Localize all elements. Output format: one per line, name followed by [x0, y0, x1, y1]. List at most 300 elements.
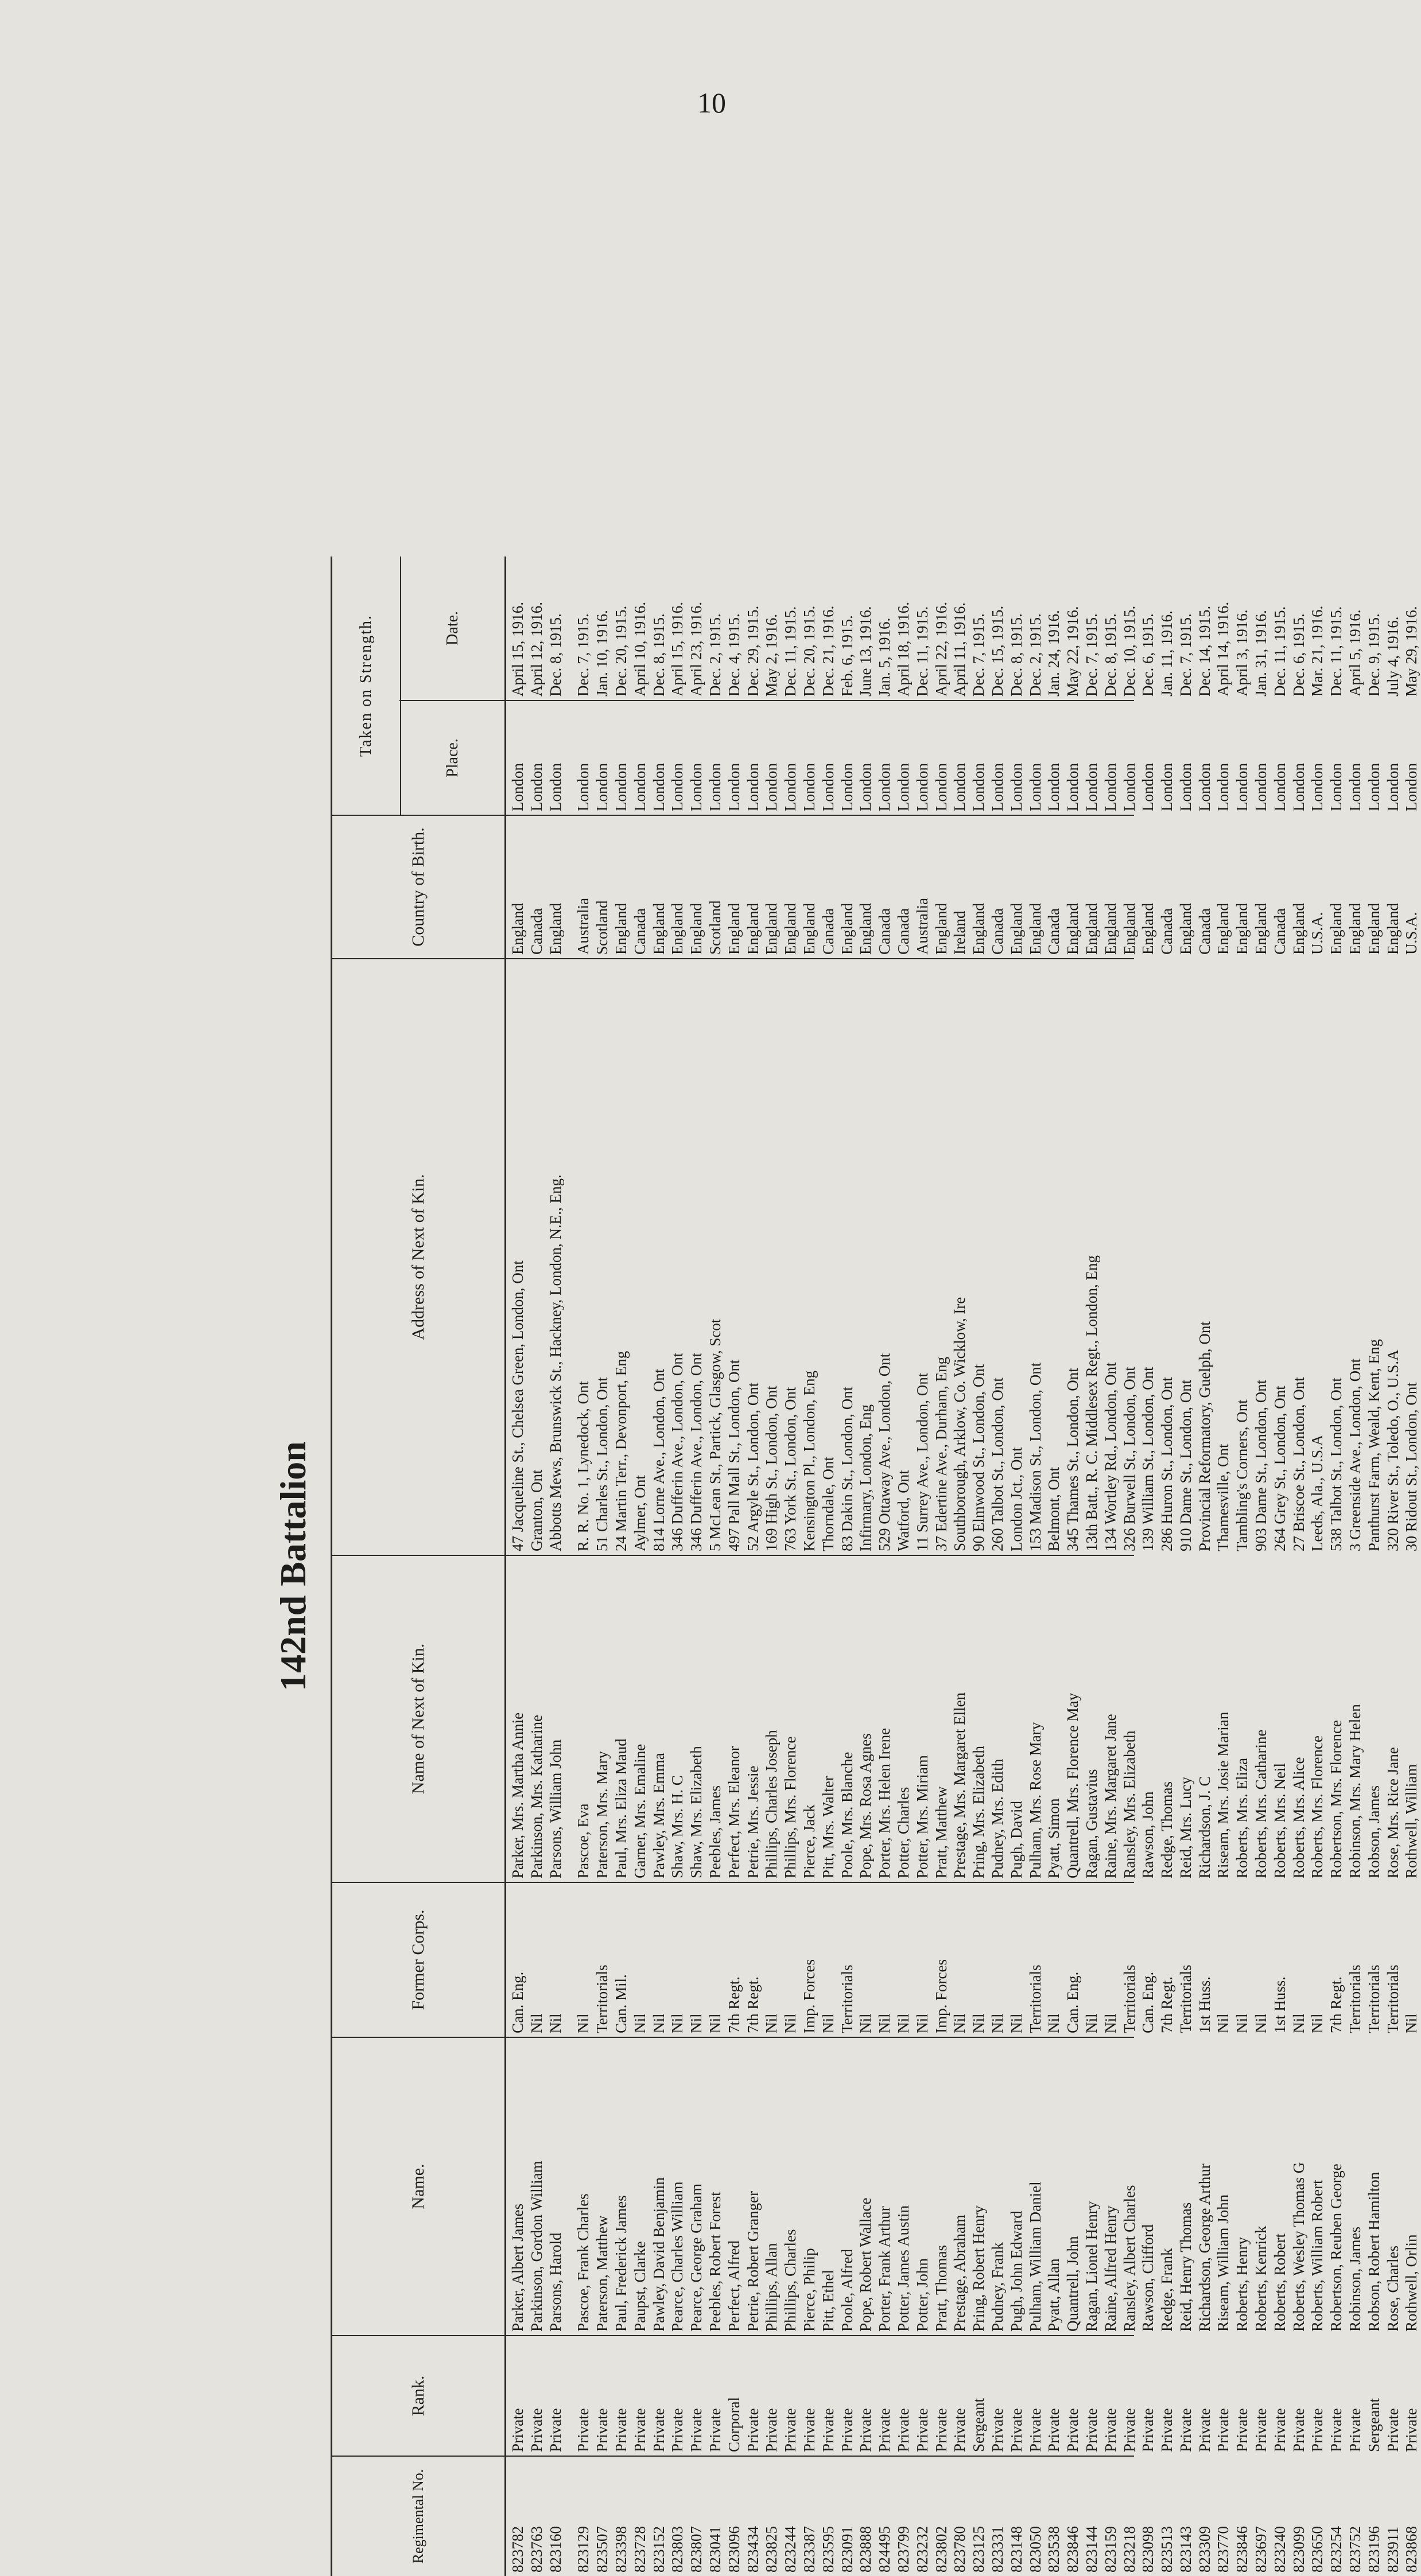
cell-regimental-no: 823752 — [1346, 2526, 1364, 2573]
cell-rank: Private — [1384, 2408, 1401, 2452]
cell-regimental-no: 823196 — [1365, 2526, 1383, 2573]
table-row — [1063, 557, 1082, 2576]
cell-address: 134 Wortley Rd., London, Ont — [1101, 1362, 1119, 1551]
cell-former-corps: Territorials — [1365, 1964, 1383, 2033]
cell-date: Dec. 7, 1915. — [1177, 613, 1194, 696]
cell-place: London — [763, 763, 781, 811]
cell-address: 27 Briscoe St., London, Ont — [1290, 1377, 1307, 1551]
cell-place: London — [838, 763, 856, 811]
cell-next-of-kin: Roberts, Mrs. Catharine — [1252, 1729, 1270, 1878]
cell-next-of-kin: Garner, Mrs. Emaline — [631, 1744, 649, 1878]
cell-name: Roberts, Robert — [1271, 2233, 1288, 2332]
cell-regimental-no: 823803 — [669, 2526, 686, 2573]
cell-regimental-no: 823763 — [527, 2526, 545, 2573]
cell-date: Dec. 20, 1915. — [800, 605, 818, 696]
cell-former-corps: Nil — [527, 2013, 545, 2033]
cell-country: England — [1365, 903, 1383, 955]
cell-rank: Private — [763, 2408, 781, 2452]
cell-address: 529 Ottaway Ave., London, Ont — [876, 1353, 894, 1551]
cell-country: England — [932, 903, 950, 955]
cell-country: England — [1233, 903, 1251, 955]
table-header — [331, 557, 506, 2576]
cell-place: London — [1346, 763, 1364, 811]
table-body — [508, 557, 1421, 2576]
cell-name: Pope, Robert Wallace — [857, 2197, 875, 2332]
cell-former-corps: Territorials — [1026, 1964, 1044, 2033]
cell-address: Granton, Ont — [527, 1469, 545, 1551]
cell-next-of-kin: Rawson, John — [1139, 1791, 1157, 1878]
table-row — [1045, 557, 1063, 2576]
table-row — [1214, 557, 1233, 2576]
cell-address: 763 York St., London, Ont — [782, 1387, 799, 1551]
rotated-register-sheet — [262, 557, 1420, 2576]
cell-address: 264 Grey St., London, Ont — [1271, 1386, 1288, 1551]
cell-country: England — [1346, 903, 1364, 955]
cell-name: Rothwell, Orlin — [1403, 2234, 1420, 2332]
cell-date: Dec. 9, 1915. — [1365, 613, 1383, 696]
cell-next-of-kin: Parker, Mrs. Martha Annie — [509, 1712, 526, 1878]
cell-rank: Private — [669, 2408, 686, 2452]
table-row — [1139, 557, 1158, 2576]
cell-next-of-kin: Rose, Mrs. Rice Jane — [1384, 1747, 1401, 1878]
table-row — [1158, 557, 1177, 2576]
cell-address: Aylmer, Ont — [631, 1475, 649, 1551]
cell-name: Pascoe, Frank Charles — [574, 2193, 592, 2332]
cell-address: 260 Talbot St., London, Ont — [988, 1378, 1006, 1551]
cell-former-corps: Nil — [913, 2013, 931, 2033]
cell-place: London — [1384, 763, 1401, 811]
cell-country: Canada — [1271, 908, 1288, 955]
cell-address: 286 Huron St., London, Ont — [1158, 1377, 1176, 1551]
cell-address: London Jct., Ont — [1007, 1447, 1025, 1551]
cell-next-of-kin: Prestage, Mrs. Margaret Ellen — [951, 1692, 969, 1878]
cell-name: Reid, Henry Thomas — [1177, 2202, 1194, 2332]
cell-regimental-no: 823152 — [650, 2526, 667, 2573]
cell-date: Dec. 6, 1915. — [1290, 613, 1307, 696]
cell-place: London — [970, 763, 988, 811]
cell-place: London — [876, 763, 894, 811]
table-row — [687, 557, 706, 2576]
cell-name: Porter, Frank Arthur — [876, 2206, 894, 2332]
cell-name: Pratt, Thomas — [932, 2245, 950, 2332]
cell-date: Mar. 21, 1916. — [1309, 605, 1326, 696]
cell-country: Australia — [574, 898, 592, 955]
cell-place: London — [1007, 763, 1025, 811]
cell-regimental-no: 823159 — [1101, 2526, 1119, 2573]
cell-address: Thamesville, Ont — [1214, 1443, 1232, 1551]
table-row — [508, 557, 527, 2576]
cell-rank: Private — [1346, 2408, 1364, 2452]
cell-date: April 18, 1916. — [894, 602, 912, 696]
cell-former-corps: Can. Eng. — [509, 1971, 526, 2033]
cell-former-corps: Nil — [1252, 2013, 1270, 2033]
cell-former-corps: 7th Regt. — [725, 1976, 743, 2033]
cell-place: London — [1214, 763, 1232, 811]
table-row — [1120, 557, 1139, 2576]
cell-place: London — [1064, 763, 1082, 811]
cell-country: U.S.A. — [1309, 912, 1326, 955]
cell-rank: Private — [800, 2408, 818, 2452]
cell-regimental-no: 823770 — [1214, 2526, 1232, 2573]
cell-regimental-no: 823143 — [1177, 2526, 1194, 2573]
cell-rank: Private — [1403, 2408, 1420, 2452]
cell-name: Potter, John — [913, 2258, 931, 2332]
cell-date: April 11, 1916. — [951, 602, 969, 696]
cell-regimental-no: 823911 — [1384, 2527, 1401, 2573]
cell-next-of-kin: Pawley, Mrs. Emma — [650, 1753, 667, 1878]
cell-address: Leeds, Ala., U.S.A — [1309, 1434, 1326, 1551]
cell-place: London — [1365, 763, 1383, 811]
cell-next-of-kin: Porter, Mrs. Helen Irene — [876, 1727, 894, 1878]
cell-former-corps: Nil — [819, 2013, 837, 2033]
cell-name: Perfect, Alfred — [725, 2240, 743, 2332]
cell-next-of-kin: Robinson, Mrs. Mary Helen — [1346, 1704, 1364, 1878]
cell-name: Pearce, George Graham — [688, 2183, 705, 2332]
cell-name: Potter, James Austin — [894, 2205, 912, 2332]
cell-former-corps: Nil — [669, 2013, 686, 2033]
cell-former-corps: Nil — [1403, 2013, 1420, 2033]
cell-date: Dec. 15, 1915. — [988, 605, 1006, 696]
cell-next-of-kin: Robson, James — [1365, 1785, 1383, 1878]
cell-next-of-kin: Potter, Mrs. Miriam — [913, 1755, 931, 1878]
cell-next-of-kin: Richardson, J. C — [1195, 1776, 1213, 1878]
cell-rank: Private — [688, 2408, 705, 2452]
header-place: Place. — [401, 700, 504, 815]
table-row — [650, 557, 669, 2576]
cell-next-of-kin: Shaw, Mrs. H. C — [669, 1775, 686, 1878]
header-country-of-birth: Country of Birth. — [332, 815, 504, 958]
cell-date: April 15, 1916. — [509, 602, 526, 696]
cell-regimental-no: 823807 — [688, 2526, 705, 2573]
cell-place: London — [819, 763, 837, 811]
cell-regimental-no: 823240 — [1271, 2526, 1288, 2573]
cell-address: 37 Edertine Ave., Durham, Eng — [932, 1356, 950, 1551]
cell-former-corps: Nil — [1007, 2013, 1025, 2033]
cell-name: Redge, Frank — [1158, 2248, 1176, 2332]
cell-rank: Private — [1139, 2408, 1157, 2452]
cell-former-corps: Nil — [1101, 2013, 1119, 2033]
cell-next-of-kin: Paul, Mrs. Eliza Maud — [612, 1738, 630, 1878]
table-row — [744, 557, 763, 2576]
cell-date: Dec. 2, 1915. — [706, 613, 724, 696]
cell-rank: Private — [1290, 2408, 1307, 2452]
table-row — [932, 557, 951, 2576]
table-row — [1195, 557, 1214, 2576]
cell-former-corps: Can. Eng. — [1064, 1971, 1082, 2033]
cell-place: London — [1139, 763, 1157, 811]
cell-country: Canada — [527, 908, 545, 955]
cell-rank: Private — [574, 2408, 592, 2452]
cell-next-of-kin: Petrie, Mrs. Jessie — [744, 1765, 762, 1878]
table-row — [856, 557, 875, 2576]
cell-name: Paupst, Clarke — [631, 2241, 649, 2332]
cell-rank: Private — [988, 2408, 1006, 2452]
table-row — [706, 557, 725, 2576]
cell-next-of-kin: Riseam, Mrs. Josie Marian — [1214, 1711, 1232, 1878]
cell-address: Southborough, Arklow, Co. Wicklow, Ire — [951, 1297, 969, 1551]
cell-next-of-kin: Paterson, Mrs. Mary — [593, 1751, 611, 1878]
cell-address: 30 Ridout St., London, Ont — [1403, 1382, 1420, 1551]
cell-rank: Private — [546, 2408, 564, 2452]
cell-country: England — [669, 903, 686, 955]
cell-next-of-kin: Robertson, Mrs. Florence — [1327, 1720, 1345, 1878]
cell-address: R. R. No. 1, Lynedock, Ont — [574, 1381, 592, 1551]
cell-name: Pawley, David Benjamin — [650, 2177, 667, 2332]
cell-regimental-no: 823254 — [1327, 2526, 1345, 2573]
cell-country: England — [800, 903, 818, 955]
cell-country: England — [725, 903, 743, 955]
cell-name: Pudney, Frank — [988, 2242, 1006, 2332]
table-row — [631, 557, 650, 2576]
cell-regimental-no: 823846 — [1233, 2526, 1251, 2573]
cell-next-of-kin: Poole, Mrs. Blanche — [838, 1752, 856, 1878]
table-row — [894, 557, 913, 2576]
cell-next-of-kin: Pugh, David — [1007, 1801, 1025, 1878]
cell-date: Dec. 8, 1915. — [1007, 613, 1025, 696]
cell-country: England — [1252, 903, 1270, 955]
cell-next-of-kin: Roberts, Mrs. Alice — [1290, 1757, 1307, 1878]
table-row — [1402, 557, 1421, 2576]
cell-country: England — [970, 903, 988, 955]
cell-regimental-no: 823868 — [1403, 2526, 1420, 2573]
cell-place: London — [1120, 763, 1138, 811]
cell-date: April 23, 1916. — [688, 602, 705, 696]
cell-next-of-kin: Perfect, Mrs. Eleanor — [725, 1746, 743, 1878]
cell-country: Canada — [988, 908, 1006, 955]
cell-name: Parker, Albert James — [509, 2203, 526, 2332]
header-name-next-of-kin: Name of Next of Kin. — [332, 1555, 504, 1882]
cell-date: Dec. 6, 1915. — [1139, 613, 1157, 696]
header-address-next-of-kin: Address of Next of Kin. — [332, 958, 504, 1555]
table-row — [762, 557, 781, 2576]
cell-name: Pugh, John Edward — [1007, 2211, 1025, 2332]
cell-rank: Private — [527, 2408, 545, 2452]
cell-former-corps: Nil — [1082, 2013, 1100, 2033]
cell-next-of-kin: Ragan, Gustavius — [1082, 1769, 1100, 1878]
cell-regimental-no: 823802 — [932, 2526, 950, 2573]
cell-former-corps: Nil — [631, 2013, 649, 2033]
cell-name: Pierce, Philip — [800, 2248, 818, 2332]
cell-former-corps: 7th Regt. — [1327, 1976, 1345, 2033]
cell-regimental-no: 823218 — [1120, 2526, 1138, 2573]
cell-country: Canada — [876, 908, 894, 955]
cell-name: Roberts, William Robert — [1309, 2180, 1326, 2332]
cell-country: England — [838, 903, 856, 955]
cell-address: 153 Madison St., London, Ont — [1026, 1362, 1044, 1551]
cell-country: Scotland — [706, 900, 724, 955]
cell-place: London — [782, 763, 799, 811]
cell-place: London — [932, 763, 950, 811]
cell-country: England — [744, 903, 762, 955]
cell-place: London — [688, 763, 705, 811]
cell-country: England — [1384, 903, 1401, 955]
cell-former-corps: Nil — [782, 2013, 799, 2033]
cell-country: England — [1290, 903, 1307, 955]
cell-address: 139 William St., London, Ont — [1139, 1367, 1157, 1551]
table-row — [725, 557, 744, 2576]
cell-date: Dec. 11, 1915. — [913, 606, 931, 696]
cell-rank: Private — [1158, 2408, 1176, 2452]
cell-former-corps: Nil — [857, 2013, 875, 2033]
cell-former-corps: Territorials — [1177, 1964, 1194, 2033]
cell-address: 83 Dakin St., London, Ont — [838, 1386, 856, 1551]
cell-rank: Private — [1309, 2408, 1326, 2452]
cell-next-of-kin: Quantrell, Mrs. Florence May — [1064, 1692, 1082, 1878]
cell-country: England — [688, 903, 705, 955]
cell-date: Dec. 8, 1915. — [650, 613, 667, 696]
cell-name: Quantrell, John — [1064, 2236, 1082, 2332]
cell-country: Canada — [1045, 908, 1063, 955]
cell-regimental-no: 823098 — [1139, 2526, 1157, 2573]
cell-regimental-no: 823728 — [631, 2526, 649, 2573]
cell-place: London — [1271, 763, 1288, 811]
cell-country: England — [1120, 903, 1138, 955]
cell-date: Jan. 11, 1916. — [1158, 610, 1176, 696]
cell-place: London — [951, 763, 969, 811]
cell-country: England — [782, 903, 799, 955]
cell-date: Dec. 4, 1915. — [725, 613, 743, 696]
cell-former-corps: 7th Regt. — [744, 1976, 762, 2033]
cell-rank: Private — [631, 2408, 649, 2452]
cell-address: 345 Thames St., London, Ont — [1064, 1368, 1082, 1551]
cell-address: Infirmary, London, Eng — [857, 1404, 875, 1551]
cell-date: Dec. 7, 1915. — [970, 613, 988, 696]
cell-regimental-no: 823144 — [1082, 2526, 1100, 2573]
cell-address: 326 Burwell St., London, Ont — [1120, 1367, 1138, 1551]
cell-name: Robinson, James — [1346, 2226, 1364, 2332]
cell-address: 320 River St., Toledo, O., U.S.A — [1384, 1349, 1401, 1551]
cell-date: Dec. 10, 1915. — [1120, 605, 1138, 696]
cell-country: England — [1327, 903, 1345, 955]
cell-address: 51 Charles St., London, Ont — [593, 1377, 611, 1551]
cell-former-corps: Nil — [574, 2013, 592, 2033]
cell-place: London — [527, 763, 545, 811]
cell-date: Dec. 20, 1915. — [612, 605, 630, 696]
cell-place: London — [1327, 763, 1345, 811]
cell-regimental-no: 823125 — [970, 2526, 988, 2573]
cell-former-corps: Nil — [988, 2013, 1006, 2033]
cell-regimental-no: 823825 — [763, 2526, 781, 2573]
cell-former-corps: Territorials — [593, 1964, 611, 2033]
cell-date: April 10, 1916. — [631, 602, 649, 696]
cell-rank: Private — [1214, 2408, 1232, 2452]
cell-name: Poole, Alfred — [838, 2249, 856, 2332]
cell-address: 47 Jacqueline St., Chelsea Green, London, Ont — [509, 1260, 526, 1551]
cell-former-corps: Nil — [1214, 2013, 1232, 2033]
cell-next-of-kin: Pratt, Matthew — [932, 1786, 950, 1878]
cell-name: Paterson, Matthew — [593, 2215, 611, 2332]
cell-place: London — [546, 763, 564, 811]
cell-name: Pulham, William Daniel — [1026, 2181, 1044, 2332]
cell-next-of-kin: Pascoe, Eva — [574, 1803, 592, 1878]
cell-rank: Private — [1195, 2408, 1213, 2452]
battalion-title: 142nd Battalion — [273, 1441, 313, 1691]
table-row — [969, 557, 988, 2576]
cell-name: Pitt, Ethel — [819, 2270, 837, 2332]
table-row — [1177, 557, 1195, 2576]
cell-next-of-kin: Rothwell, William — [1403, 1764, 1420, 1878]
cell-regimental-no: 823148 — [1007, 2526, 1025, 2573]
cell-former-corps: Nil — [1045, 2013, 1063, 2033]
cell-former-corps: Nil — [970, 2013, 988, 2033]
cell-date: Jan. 24, 1916. — [1045, 610, 1063, 696]
cell-rank: Private — [1252, 2408, 1270, 2452]
cell-country: England — [1101, 903, 1119, 955]
cell-country: Canada — [631, 908, 649, 955]
cell-next-of-kin: Phillips, Mrs. Florence — [782, 1736, 799, 1878]
cell-rank: Private — [782, 2408, 799, 2452]
table-row — [913, 557, 932, 2576]
cell-date: Jan. 31, 1916. — [1252, 610, 1270, 696]
cell-country: England — [1214, 903, 1232, 955]
table-row — [1007, 557, 1026, 2576]
cell-date: July 4, 1916. — [1384, 616, 1401, 696]
cell-former-corps: Nil — [1309, 2013, 1326, 2033]
table-row — [1384, 557, 1403, 2576]
cell-date: Dec. 2, 1915. — [1026, 613, 1044, 696]
table-row — [838, 557, 857, 2576]
cell-regimental-no: 823697 — [1252, 2526, 1270, 2573]
table-row — [668, 557, 687, 2576]
cell-place: London — [1195, 763, 1213, 811]
cell-rank: Private — [1327, 2408, 1345, 2452]
cell-next-of-kin: Ransley, Mrs. Elizabeth — [1120, 1730, 1138, 1878]
cell-name: Phillips, Allan — [763, 2243, 781, 2332]
cell-date: Dec. 29, 1915. — [744, 605, 762, 696]
cell-rank: Private — [706, 2408, 724, 2452]
cell-name: Petrie, Robert Granger — [744, 2190, 762, 2332]
cell-country: Canada — [1158, 908, 1176, 955]
cell-rank: Private — [509, 2408, 526, 2452]
cell-date: May 22, 1916. — [1064, 606, 1082, 696]
cell-rank: Private — [951, 2408, 969, 2452]
cell-date: April 22, 1916. — [932, 602, 950, 696]
cell-next-of-kin: Shaw, Mrs. Elizabeth — [688, 1746, 705, 1878]
cell-place: London — [1101, 763, 1119, 811]
cell-former-corps: Nil — [951, 2013, 969, 2033]
cell-place: London — [593, 763, 611, 811]
cell-rank: Private — [894, 2408, 912, 2452]
cell-place: London — [1233, 763, 1251, 811]
table-row — [612, 557, 631, 2576]
cell-regimental-no: 824495 — [876, 2526, 894, 2573]
cell-country: England — [612, 903, 630, 955]
table-row — [1026, 557, 1045, 2576]
cell-regimental-no: 823041 — [706, 2526, 724, 2573]
cell-regimental-no: 823513 — [1158, 2526, 1176, 2573]
table-row — [1290, 557, 1309, 2576]
cell-place: London — [744, 763, 762, 811]
cell-next-of-kin: Redge, Thomas — [1158, 1781, 1176, 1878]
cell-next-of-kin: Raine, Mrs. Margaret Jane — [1101, 1714, 1119, 1878]
cell-place: London — [988, 763, 1006, 811]
table-row — [1271, 557, 1290, 2576]
header-regimental-no: Regimental No. — [332, 2456, 504, 2576]
cell-next-of-kin: Phillips, Charles Joseph — [763, 1730, 781, 1878]
cell-name: Paul, Frederick James — [612, 2195, 630, 2332]
cell-former-corps: 7th Regt. — [1158, 1976, 1176, 2033]
table-row — [1308, 557, 1327, 2576]
cell-rank: Corporal — [725, 2397, 743, 2452]
cell-former-corps: Nil — [650, 2013, 667, 2033]
cell-former-corps: Nil — [763, 2013, 781, 2033]
cell-place: London — [913, 763, 931, 811]
cell-next-of-kin: Roberts, Mrs. Neil — [1271, 1763, 1288, 1878]
cell-former-corps: Territorials — [1346, 1964, 1364, 2033]
table-row — [593, 557, 612, 2576]
cell-former-corps: Nil — [546, 2013, 564, 2033]
cell-address: 903 Dame St., London, Ont — [1252, 1379, 1270, 1551]
